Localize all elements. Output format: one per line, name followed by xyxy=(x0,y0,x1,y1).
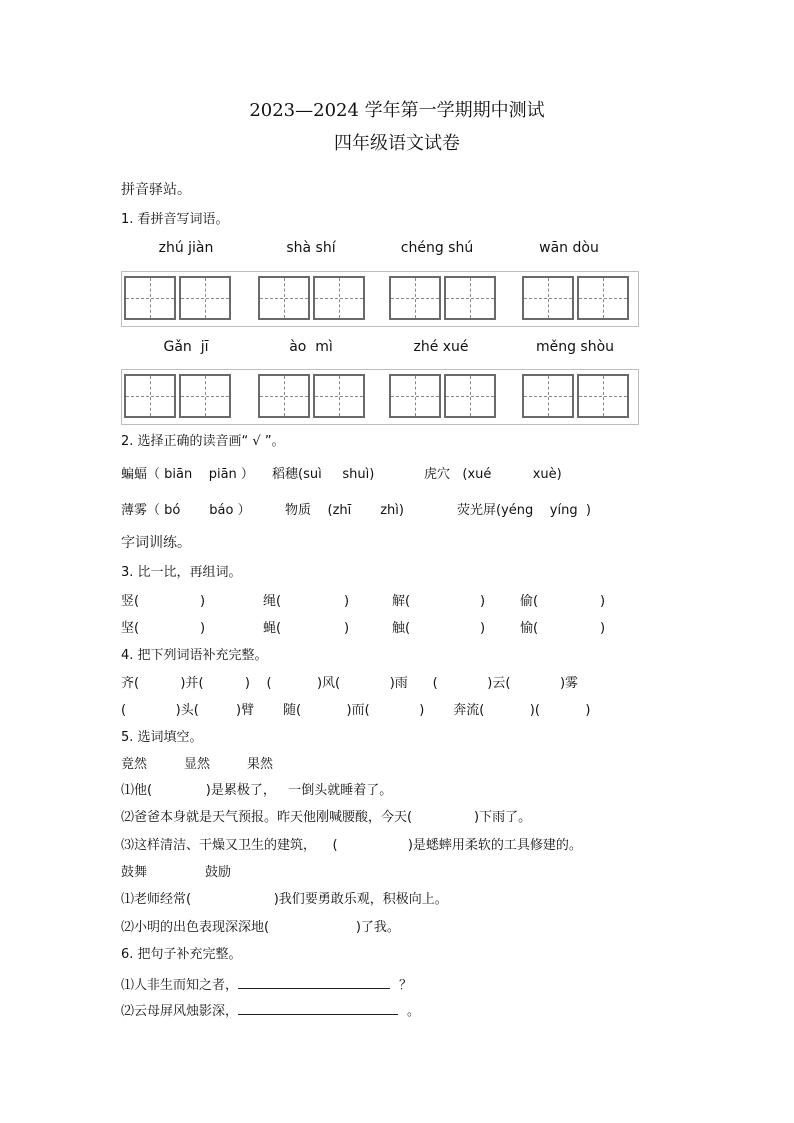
compare-char: 触( xyxy=(392,621,411,636)
pronunciation-item[interactable]: 荧光屏(yéng yíng ) xyxy=(457,503,591,518)
compare-char: 绳( xyxy=(263,594,282,609)
tianzige-row-2 xyxy=(121,369,639,425)
compare-char: 蝇( xyxy=(263,621,282,636)
blank-close[interactable]: ) xyxy=(480,621,486,636)
fill-sentence[interactable]: ⑵小明的出色表现深深地( )了我。 xyxy=(121,920,400,935)
exam-subtitle: 四年级语文试卷 xyxy=(334,133,460,154)
blank-close[interactable]: ) xyxy=(200,621,206,636)
sentence-prefix: ⑴人非生而知之者， xyxy=(121,978,239,993)
fill-sentence[interactable]: ⑴老师经常( )我们要勇敢乐观，积极向上。 xyxy=(121,892,448,907)
question-6-label: 6. 把句子补充完整。 xyxy=(121,947,242,962)
pinyin-prompt: zhé xué xyxy=(413,339,469,355)
question-4-label: 4. 把下列词语补充完整。 xyxy=(121,648,268,663)
pinyin-prompt: ào mì xyxy=(289,339,333,355)
pinyin-prompt: wān dòu xyxy=(539,240,599,256)
writing-cell[interactable] xyxy=(389,276,441,320)
writing-cell[interactable] xyxy=(258,374,310,418)
compare-char: 愉( xyxy=(520,621,539,636)
word-option: 果然 xyxy=(247,757,274,772)
compare-char: 解( xyxy=(392,594,411,609)
writing-cell[interactable] xyxy=(577,276,629,320)
writing-cell[interactable] xyxy=(124,276,176,320)
pronunciation-item[interactable]: 蝙蝠（ biān piān ） xyxy=(121,467,254,482)
word-option: 鼓舞 xyxy=(121,865,148,880)
pronunciation-item[interactable]: 虎穴 (xué xuè) xyxy=(424,467,562,482)
pinyin-prompt: zhú jiàn xyxy=(158,240,214,256)
pinyin-prompt: měng shòu xyxy=(535,339,615,355)
question-1-label: 1. 看拼音写词语。 xyxy=(121,212,229,227)
word-option: 竟然 xyxy=(121,757,148,772)
complete-sentence-2[interactable] xyxy=(121,1002,420,1020)
writing-cell[interactable] xyxy=(389,374,441,418)
blank-close[interactable]: ) xyxy=(600,621,606,636)
writing-cell[interactable] xyxy=(313,374,365,418)
blank-close[interactable]: ) xyxy=(600,594,606,609)
sentence-prefix: ⑵云母屏风烛影深， xyxy=(121,1004,239,1019)
section-vocab-heading: 字词训练。 xyxy=(121,535,191,551)
complete-sentence-1[interactable] xyxy=(121,976,412,994)
writing-cell[interactable] xyxy=(313,276,365,320)
compare-char: 偷( xyxy=(520,594,539,609)
writing-cell[interactable] xyxy=(124,374,176,418)
sentence-suffix: ？ xyxy=(399,978,413,993)
fill-sentence[interactable]: ⑵爸爸本身就是天气预报。昨天他刚喊腰酸，今天( )下雨了。 xyxy=(121,810,532,825)
blank-close[interactable]: ) xyxy=(200,594,206,609)
question-5-label: 5. 选词填空。 xyxy=(121,730,203,745)
blank-close[interactable]: ) xyxy=(480,594,486,609)
pronunciation-item[interactable]: 物质 (zhī zhì) xyxy=(285,503,404,518)
fill-sentence[interactable]: ⑶这样清洁、干燥又卫生的建筑， ( )是蟋蟀用柔软的工具修建的。 xyxy=(121,838,582,853)
blank-close[interactable]: ) xyxy=(344,621,350,636)
writing-cell[interactable] xyxy=(577,374,629,418)
compare-char: 坚( xyxy=(121,621,140,636)
pronunciation-item[interactable]: 薄雾（ bó báo ） xyxy=(121,503,251,518)
writing-cell[interactable] xyxy=(444,374,496,418)
word-option: 显然 xyxy=(184,757,211,772)
question-2-label: 2. 选择正确的读音画“ √ ”。 xyxy=(121,434,285,449)
sentence-suffix: 。 xyxy=(407,1004,421,1019)
pinyin-prompt: chéng shú xyxy=(400,240,474,256)
pinyin-prompt: shà shí xyxy=(286,240,336,256)
writing-cell[interactable] xyxy=(522,276,574,320)
blank-close[interactable]: ) xyxy=(344,594,350,609)
pronunciation-item[interactable]: 稻穗(suì shuì) xyxy=(272,467,375,482)
idiom-line[interactable]: ( )头( )臂 随( )而( ) 奔流( )( ) xyxy=(121,703,591,718)
section-pinyin-heading: 拼音驿站。 xyxy=(121,182,191,198)
tianzige-row-1 xyxy=(121,271,639,327)
word-option: 鼓励 xyxy=(205,865,232,880)
writing-cell[interactable] xyxy=(179,276,231,320)
fill-sentence[interactable]: ⑴他( )是累极了， 一倒头就睡着了。 xyxy=(121,783,393,798)
writing-cell[interactable] xyxy=(179,374,231,418)
writing-cell[interactable] xyxy=(522,374,574,418)
compare-char: 竖( xyxy=(121,594,140,609)
answer-line[interactable] xyxy=(238,976,390,989)
exam-title: 2023—2024 学年第一学期期中测试 xyxy=(249,100,545,121)
idiom-line[interactable]: 齐( )并( ) ( )风( )雨 ( )云( )雾 xyxy=(121,676,579,691)
writing-cell[interactable] xyxy=(444,276,496,320)
writing-cell[interactable] xyxy=(258,276,310,320)
question-3-label: 3. 比一比，再组词。 xyxy=(121,565,242,580)
pinyin-prompt: Gǎn jī xyxy=(163,339,209,355)
answer-line[interactable] xyxy=(238,1002,398,1015)
